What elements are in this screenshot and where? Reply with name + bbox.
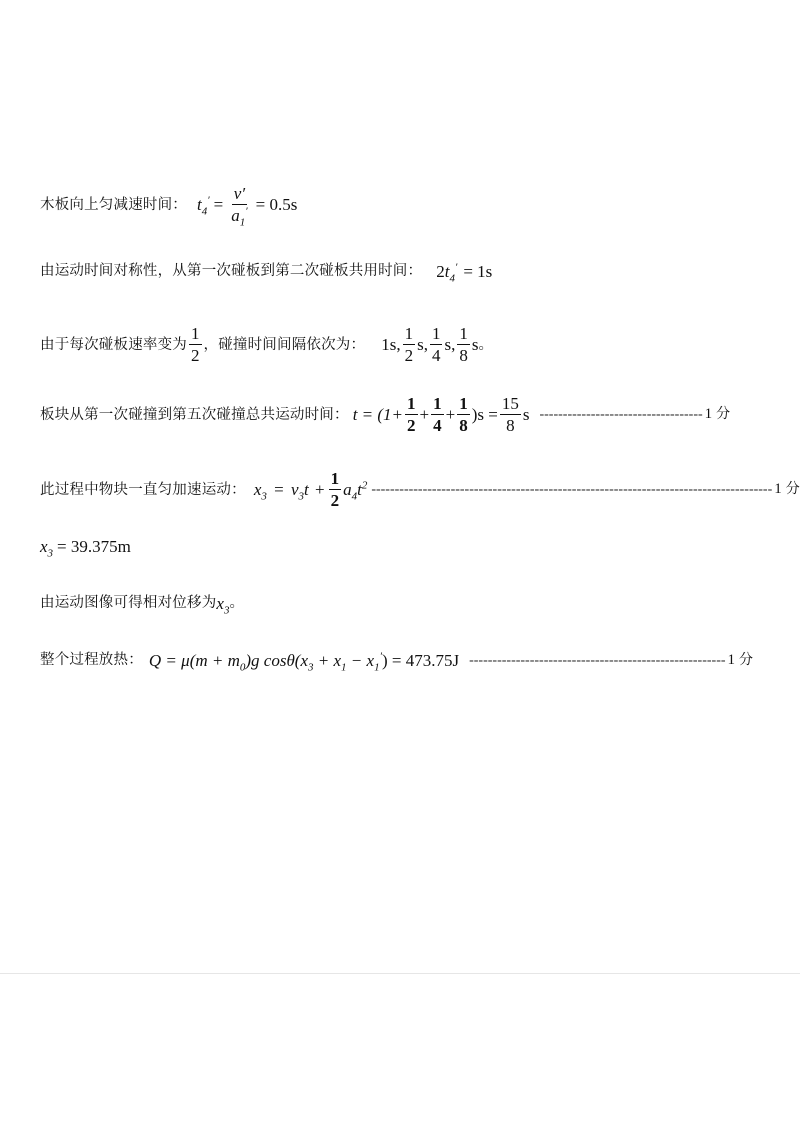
fraction-numerator: v′ [233, 184, 246, 203]
score: 1 分 [704, 406, 731, 423]
line-2 [40, 261, 493, 285]
line-2-text: 由运动时间对称性，从第一次碰板到第二次碰板共用时间： [40, 263, 423, 280]
formula-lhs: t = (1+ [352, 405, 404, 425]
line-1 [40, 184, 298, 229]
fraction-numerator: 1 [459, 394, 468, 413]
line-3-text: 由于每次碰板速率变为 [40, 336, 187, 353]
fraction-half [329, 470, 342, 510]
score: 1 分 [774, 481, 800, 498]
x3: $x_3$ [40, 537, 54, 560]
formula-tail: $a_4t^2$ [343, 479, 368, 503]
unit: s [522, 405, 530, 425]
fraction-1-4 [430, 325, 443, 365]
t4-prime: $t_4'$ [197, 194, 210, 218]
fraction-denominator: 4 [433, 415, 442, 435]
line-3 [40, 325, 493, 365]
line-4 [40, 395, 730, 435]
line-7-text: 由运动图像可得相对位移为 [40, 595, 217, 612]
t4-prime: $t_4'$ [444, 261, 458, 285]
equals: = [213, 195, 224, 215]
x3: $x_3$ [216, 594, 230, 617]
fraction-denominator: 2 [191, 345, 200, 365]
interval-1: 1s, [381, 335, 401, 355]
line-1-text: 木板向上匀减速时间： [40, 196, 187, 213]
result: = 1s [463, 262, 493, 281]
unit: s [471, 335, 479, 355]
fraction-numerator: 15 [501, 394, 519, 413]
result: = 39.375m [57, 537, 131, 556]
page-separator [0, 973, 800, 974]
line-3-text-2: ，碰撞时间间隔依次为： [203, 336, 366, 353]
plus: + [445, 405, 456, 425]
coef: 2 [436, 262, 445, 281]
fraction-numerator: 1 [330, 469, 340, 488]
fraction-numerator: 1 [433, 394, 442, 413]
plus: + [419, 405, 430, 425]
unit: s, [444, 335, 456, 355]
line-6 [40, 537, 131, 560]
fraction-denominator: 8 [459, 415, 468, 435]
fraction-denominator: 2 [404, 345, 414, 365]
line-7 [40, 594, 245, 617]
fraction-numerator: 1 [431, 324, 441, 343]
fraction-denominator: 4 [431, 345, 441, 365]
period: 。 [229, 595, 245, 612]
fraction-1-8 [457, 325, 470, 365]
line-8 [40, 650, 754, 674]
dash-leader: -------------------------------------------------------------------------------------- [371, 481, 773, 497]
fraction-half [189, 325, 202, 365]
formula: $Q = \mu(m + m_0)g$ $\cos\theta(x_3 + x_1 - x_1') = 473.75J$ [148, 650, 460, 674]
fraction-numerator: 1 [407, 394, 416, 413]
fraction-1-2 [403, 325, 416, 365]
line-5-text: 此过程中物块一直匀加速运动： [40, 481, 246, 498]
dash-leader: ------------------------------------------------------- [469, 652, 726, 668]
fraction-denominator: 2 [330, 490, 340, 510]
fraction-1-8 [457, 395, 470, 435]
score: 1 分 [727, 652, 754, 668]
line-4-text: 板块从第一次碰撞到第五次碰撞总共运动时间： [40, 406, 349, 423]
fraction-numerator: 1 [191, 324, 200, 343]
fraction-denominator: $a_1'$ [231, 205, 248, 229]
dash-leader: ----------------------------------- [539, 406, 703, 422]
formula: $x_3 = v_3t$ + [253, 480, 325, 503]
close: )s = [471, 405, 498, 425]
period: 。 [478, 336, 494, 353]
line-8-text: 整个过程放热： [40, 652, 143, 669]
fraction-denominator: 2 [407, 415, 416, 435]
fraction-denominator: 8 [506, 415, 515, 435]
fraction-1-2 [405, 395, 418, 435]
result: = 0.5s [255, 195, 298, 215]
fraction-numerator: 1 [404, 324, 414, 343]
line-5 [40, 470, 800, 510]
fraction-denominator: 8 [459, 345, 468, 365]
fraction-v-over-a [229, 184, 249, 229]
fraction-1-4 [431, 395, 444, 435]
fraction-15-8 [500, 395, 521, 435]
fraction-numerator: 1 [459, 324, 468, 343]
unit: s, [417, 335, 428, 355]
